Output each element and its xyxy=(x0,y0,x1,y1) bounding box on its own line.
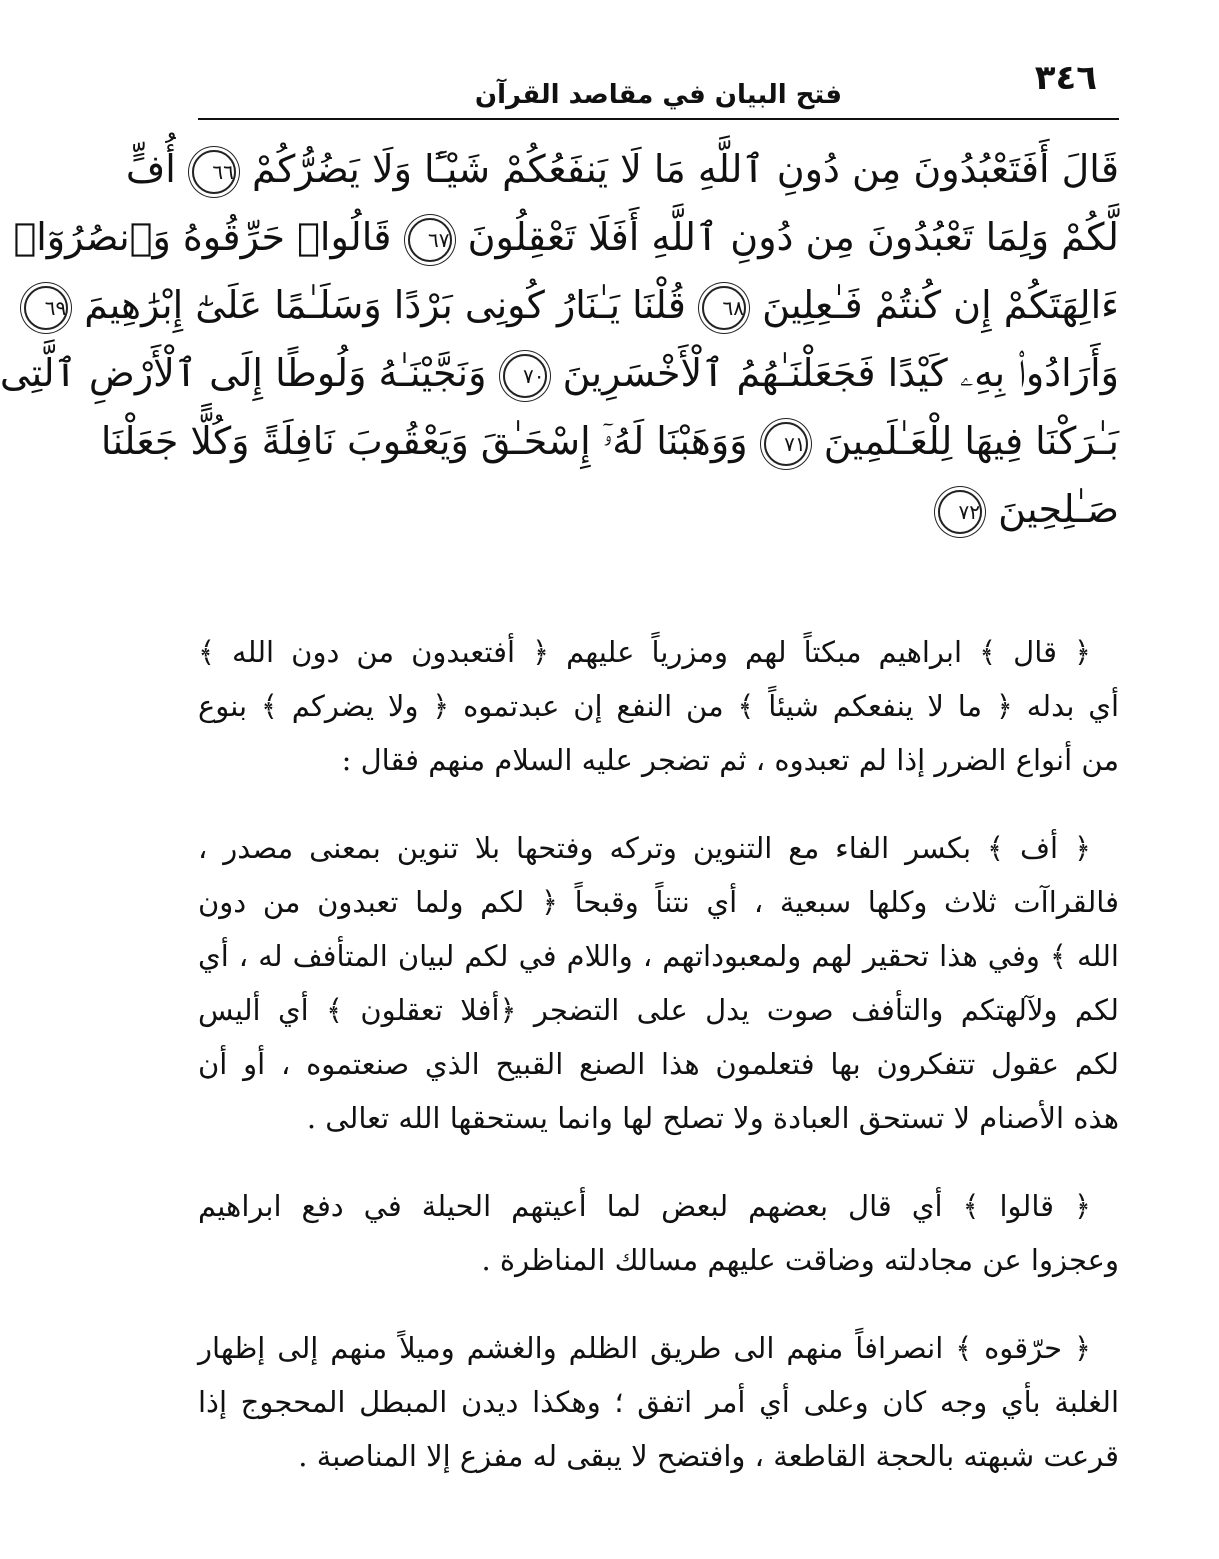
quran-line xyxy=(100,407,1119,475)
text-line: وعجزوا عن مجادلته وضاقت عليهم مسالك المناظرة . xyxy=(481,1243,1119,1277)
text-line: قرعت شبهته بالحجة القاطعة ، وافتضح لا يبقى له مفزع إلا المناصبة . xyxy=(298,1439,1119,1473)
commentary-paragraph xyxy=(198,625,1119,787)
ayah-number-marker: ٧٠ xyxy=(503,354,547,398)
commentary xyxy=(198,625,1119,1517)
verse-text: صَـٰلِحِينَ xyxy=(998,487,1119,531)
verse-text: لَّكُمْ وَلِمَا تَعْبُدُونَ مِن دُونِ ٱللَّهِ أَفَلَا تَعْقِلُونَ xyxy=(467,215,1119,259)
page-header xyxy=(198,58,1119,120)
verse-text: قُلْنَا يَـٰنَارُ كُونِى بَرْدًا وَسَلَـٰمًا عَلَىٰٓ إِبْرَٰهِيمَ xyxy=(84,283,686,327)
commentary-paragraph xyxy=(198,821,1119,1145)
verse-text: وَنَجَّيْنَـٰهُ وَلُوطًا إِلَى ٱلْأَرْضِ ٱلَّتِى xyxy=(0,351,487,395)
text-line: الغلبة بأي وجه كان وعلى أي أمر اتفق ؛ وهكذا ديدن المبطل المحجوج إذا xyxy=(198,1385,1119,1419)
verse-text: بَـٰرَكْنَا فِيهَا لِلْعَـٰلَمِينَ xyxy=(823,419,1119,463)
text-line: لكم ولآلهتكم والتأفف صوت يدل على التضجر ﴿أفلا تعقلون ﴾ أي أليس xyxy=(198,993,1119,1027)
verse-text: ءَالِهَتَكُمْ إِن كُنتُمْ فَـٰعِلِينَ xyxy=(762,283,1119,327)
quran-line xyxy=(13,203,1119,271)
running-title: فتح البيان في مقاصد القرآن xyxy=(474,80,843,110)
commentary-paragraph xyxy=(198,1179,1119,1287)
page-number: ٣٤٦ xyxy=(1034,58,1097,98)
verse-text: أُفٍّ xyxy=(125,147,176,191)
verse-text: وَأَرَادُوا۟ بِهِۦ كَيْدًا فَجَعَلْنَـٰهُمُ ٱلْأَخْسَرِينَ xyxy=(562,351,1119,395)
commentary-paragraph xyxy=(198,1321,1119,1483)
verse-text: وَوَهَبْنَا لَهُۥٓ إِسْحَـٰقَ وَيَعْقُوبَ نَافِلَةً وَكُلًّا جَعَلْنَا xyxy=(100,419,748,463)
verse-text: قَالُوا۟ حَرِّقُوهُ وَٱنصُرُوٓا۟ xyxy=(13,215,392,259)
ayah-number-marker: ٦٨ xyxy=(702,286,746,330)
text-line: ﴿ أف ﴾ بكسر الفاء مع التنوين وتركه وفتحها بلا تنوين بمعنى مصدر ، xyxy=(198,831,1091,865)
ayah-number-marker: ٦٩ xyxy=(24,286,68,330)
text-line: ﴿ قال ﴾ ابراهيم مبكتاً لهم ومزرياً عليهم ﴿ أفتعبدون من دون الله ﴾ xyxy=(198,635,1091,669)
text-line: ﴿ حرّقوه ﴾ انصرافاً منهم الى طريق الظلم والغشم وميلاً منهم إلى إظهار xyxy=(198,1331,1091,1365)
quran-line xyxy=(0,339,1119,407)
text-line: ﴿ قالوا ﴾ أي قال بعضهم لبعض لما أعيتهم الحيلة في دفع ابراهيم xyxy=(198,1189,1091,1223)
text-line: فالقراآت ثلاث وكلها سبعية ، أي نتناً وقبحاً ﴿ لكم ولما تعبدون من دون xyxy=(198,885,1119,919)
text-line: من أنواع الضرر إذا لم تعبدوه ، ثم تضجر عليه السلام منهم فقال : xyxy=(341,743,1119,777)
text-line: هذه الأصنام لا تستحق العبادة ولا تصلح لها وانما يستحقها الله تعالى . xyxy=(306,1101,1119,1135)
quran-verses xyxy=(0,135,1119,543)
text-line: أي بدله ﴿ ما لا ينفعكم شيئاً ﴾ من النفع إن عبدتموه ﴿ ولا يضركم ﴾ بنوع xyxy=(198,689,1119,723)
text-line: لكم عقول تتفكرون بها فتعلمون هذا الصنع القبيح الذي صنعتموه ، أو أن xyxy=(198,1047,1119,1081)
ayah-number-marker: ٧٢ xyxy=(938,490,982,534)
quran-line xyxy=(125,135,1119,203)
quran-line xyxy=(198,475,1119,543)
ayah-number-marker: ٦٧ xyxy=(408,218,452,262)
quran-line xyxy=(44,271,1119,339)
ayah-number-marker: ٧١ xyxy=(764,422,808,466)
ayah-number-marker: ٦٦ xyxy=(192,150,236,194)
verse-text: قَالَ أَفَتَعْبُدُونَ مِن دُونِ ٱللَّهِ مَا لَا يَنفَعُكُمْ شَيْـًٔا وَلَا يَضُرُّكُمْ xyxy=(252,147,1119,191)
text-line: الله ﴾ وفي هذا تحقير لهم ولمعبوداتهم ، واللام في لكم لبيان المتأفف له ، أي xyxy=(198,939,1119,973)
